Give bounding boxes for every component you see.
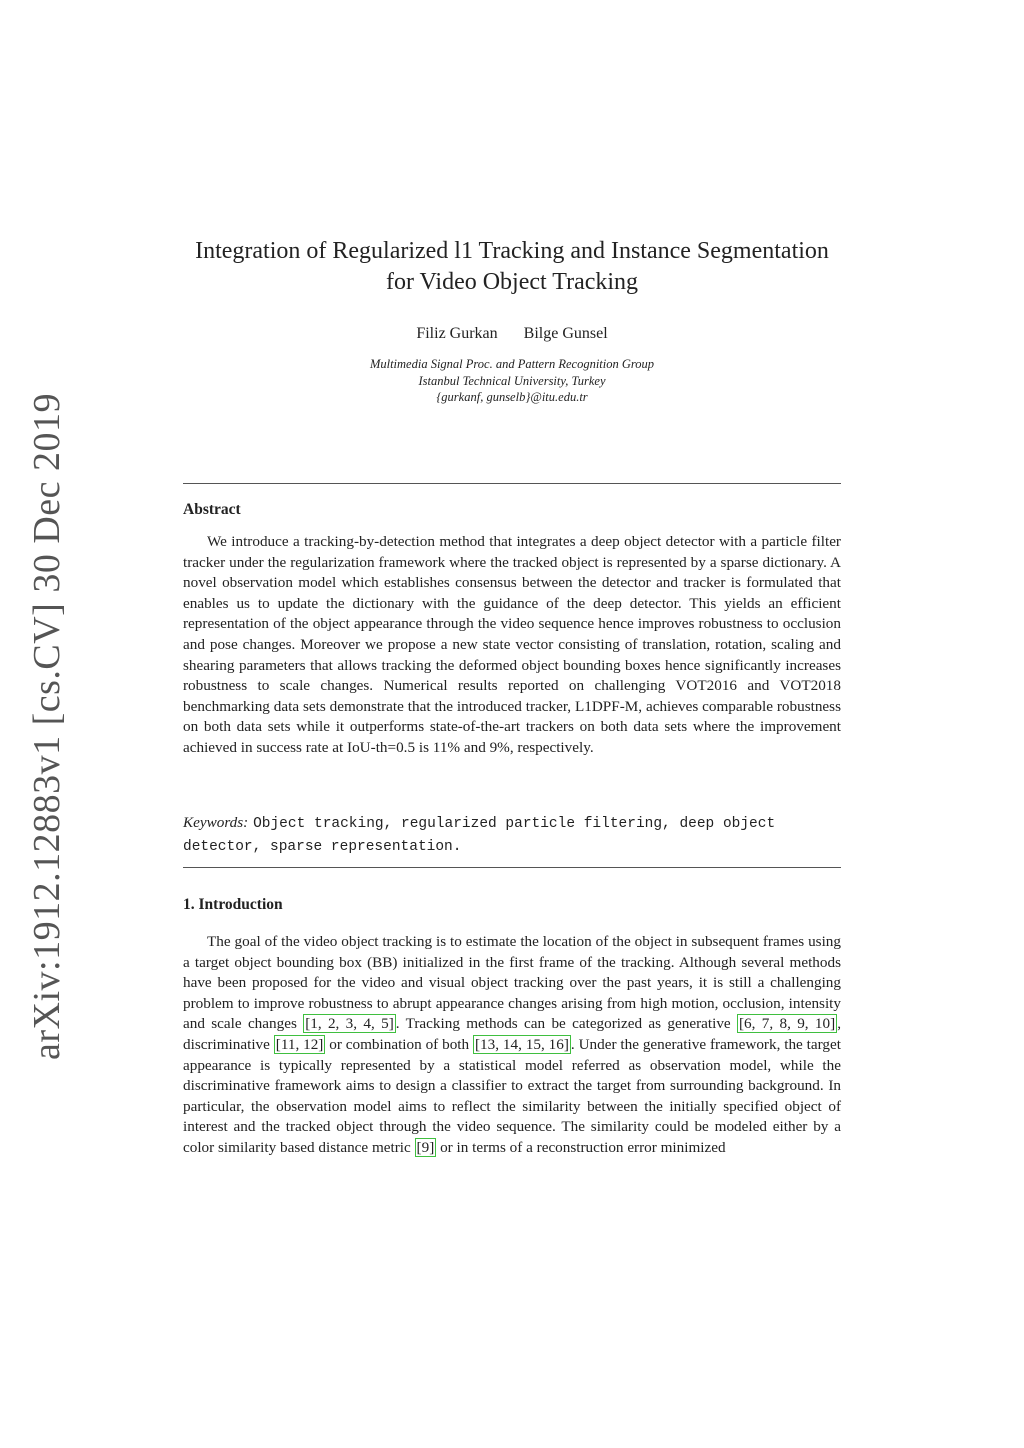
intro-text: or in terms of a reconstruction error minimized — [436, 1138, 726, 1156]
affiliation-university: Istanbul Technical University, Turkey — [418, 373, 606, 388]
author-list — [180, 325, 844, 343]
author-name: Bilge Gunsel — [523, 325, 608, 342]
citation-link[interactable]: [1, 2, 3, 4, 5] — [305, 1015, 394, 1033]
keywords — [183, 812, 841, 857]
intro-text: The goal of the video object tracking is to estimate the location of the object in subsequent frames using a target object bounding box (BB) initialized in the first frame of the tracking. Although several methods have been proposed for the video and visual object tracking over the past years, it is still a challenging problem to improve robustness to abrupt appearance changes arising from high motion, occlusion, intensity and scale changes — [183, 933, 841, 1033]
keywords-text: Object tracking, regularized particle filtering, deep object detector, sparse representation. — [183, 816, 776, 855]
top-divider — [183, 483, 841, 484]
author-name: Filiz Gurkan — [416, 325, 498, 342]
intro-text: , discriminative — [183, 1015, 841, 1053]
paper-title: Integration of Regularized l1 Tracking and Instance Segmentation for Video Object Tracking — [195, 238, 829, 295]
citation-link[interactable]: [9] — [416, 1138, 435, 1156]
intro-text: . Under the generative framework, the target appearance is typically represented by a statistical model referred as observation model, while the discriminative framework aims to design a classifier to extract the target from surrounding background. In particular, the observation model aims to reflect the similarity between the initially specified object of interest and the tracked object through the video sequence. The similarity could be modeled either by a color similarity based distance metric — [183, 1035, 841, 1156]
intro-text: . Tracking methods can be categorized as generative — [395, 1015, 737, 1033]
bottom-divider — [183, 867, 841, 868]
affiliation-group: Multimedia Signal Proc. and Pattern Recognition Group — [369, 357, 655, 371]
citation-link[interactable]: [13, 14, 15, 16] — [475, 1035, 569, 1053]
arxiv-sidebar-stamp: arXiv:1912.12883v1 [cs.CV] 30 Dec 2019 — [26, 392, 68, 1060]
affiliation-email: {gurkanf, gunselb}@itu.edu.tr — [436, 390, 588, 404]
citation-link[interactable]: [11, 12] — [275, 1035, 324, 1053]
abstract-text: We introduce a tracking-by-detection method that integrates a deep object detector with a particle filter tracker under the regularization framework where the tracked object is represented by a sparse dictionary. A novel observation model which establishes consensus between the detector and tracker is formulated that enables us to update the dictionary with the guidance of the deep detector. This yields an efficient representation of the object appearance through the video sequence hence improves robustness to occlusion and pose changes. Moreover we propose a new state vector consisting of translation, rotation, scaling and shearing parameters that allows tracking the deformed object bounding boxes hence significantly increases robustness to scale changes. Numerical results reported on challenging VOT2016 and VOT2018 benchmarking data sets demonstrate that the introduced tracker, L1DPF-M, achieves comparable robustness on both data sets while it outperforms state-of-the-art trackers on both data sets where the improvement achieved in success rate at IoU-th=0.5 is 11% and 9%, respectively. — [183, 533, 841, 756]
affiliation — [180, 356, 844, 406]
introduction-paragraph — [183, 932, 841, 1159]
citation-link[interactable]: [6, 7, 8, 9, 10] — [738, 1015, 836, 1033]
abstract-heading: Abstract — [183, 501, 241, 518]
intro-text: or combination of both — [325, 1035, 473, 1053]
keywords-label: Keywords: — [183, 814, 249, 831]
introduction-heading: 1. Introduction — [183, 896, 283, 913]
